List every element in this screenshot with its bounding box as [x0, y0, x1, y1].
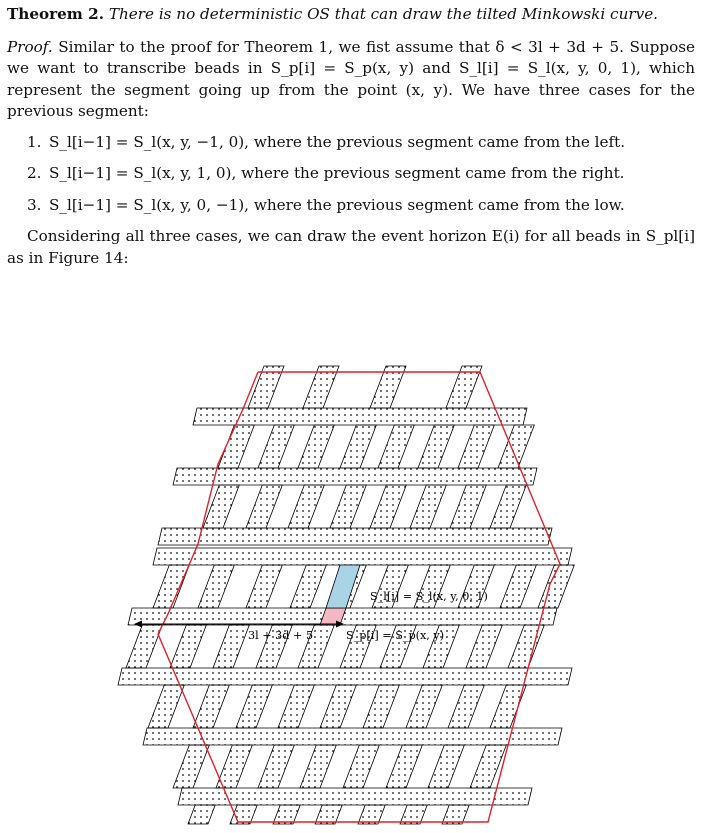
horizontal-band	[118, 668, 572, 685]
width-label: 3l + 3d + 5	[248, 629, 314, 642]
vertical-strip	[300, 745, 336, 788]
case-number: 3.	[27, 195, 42, 214]
case-text: S_l[i−1] = S_l(x, y, 0, −1), where the previous segment came from the low.	[49, 195, 625, 214]
vertical-strip	[315, 805, 342, 824]
vertical-strip	[343, 745, 379, 788]
vertical-strip	[236, 685, 272, 728]
vertical-strip	[258, 425, 294, 468]
vertical-strip	[410, 485, 446, 528]
vertical-strip	[358, 805, 385, 824]
case-item	[27, 195, 695, 217]
proof-label: Proof.	[7, 37, 53, 56]
vertical-strip	[273, 805, 300, 824]
case-number: 1.	[27, 132, 42, 151]
vertical-strip	[428, 745, 464, 788]
vertical-strip	[188, 805, 215, 824]
figure-14	[108, 364, 593, 826]
case-item	[27, 132, 695, 154]
paper-text	[7, 4, 695, 269]
vertical-strip	[320, 685, 356, 728]
vertical-strip	[490, 685, 526, 728]
closing-paragraph: Considering all three cases, we can draw the event horizon E(i) for all beads in S_pl[i] as in Figure 14:	[7, 227, 695, 267]
vertical-strip	[450, 485, 486, 528]
case-item	[27, 163, 695, 185]
vertical-strip	[246, 565, 282, 608]
horizontal-band	[193, 408, 527, 425]
vertical-strip	[213, 625, 249, 668]
vertical-strip	[400, 805, 427, 824]
cases-list	[7, 132, 695, 217]
horizontal-band	[153, 548, 572, 565]
case-text: S_l[i−1] = S_l(x, y, −1, 0), where the previous segment came from the left.	[49, 132, 626, 151]
vertical-strip	[218, 425, 254, 468]
vertical-strip	[370, 485, 406, 528]
event-horizon-diagram	[108, 364, 593, 826]
vertical-strip	[173, 745, 209, 788]
case-text: S_l[i−1] = S_l(x, y, 1, 0), where the previous segment came from the right.	[49, 164, 625, 182]
proof-text: Similar to the proof for Theorem 1, we fist assume that δ < 3l + 3d + 5. Suppose we want to transcribe beads in S_p[i] = S_p(x, y) and S_l[i] = S_l(x, y, 0, 1), which represent the segment going up from the point (x, y). We have three cases for the previous segment:	[7, 37, 696, 120]
vertical-strip	[363, 685, 399, 728]
vertical-strip	[193, 685, 229, 728]
vertical-strip	[458, 425, 494, 468]
vertical-strip	[298, 425, 334, 468]
proof-paragraph	[7, 37, 695, 123]
vertical-strip	[126, 625, 162, 668]
vertical-strip	[290, 565, 326, 608]
vertical-strip	[448, 685, 484, 728]
case-number: 2.	[27, 164, 42, 182]
vertical-strip	[466, 625, 502, 668]
vertical-strip	[203, 485, 239, 528]
vertical-strip	[378, 425, 414, 468]
theorem-2	[7, 4, 695, 26]
vertical-strip	[278, 685, 314, 728]
vertical-strip	[198, 565, 234, 608]
vertical-strip	[442, 805, 469, 824]
vertical-strip	[386, 745, 422, 788]
vertical-strip	[340, 425, 376, 468]
vertical-strip	[288, 485, 324, 528]
theorem-statement: There is no deterministic OS that can draw the tilted Minkowski curve.	[108, 5, 659, 23]
vertical-strip	[406, 685, 442, 728]
vertical-strip	[330, 485, 366, 528]
vertical-strip	[508, 625, 544, 668]
horizontal-band	[158, 528, 552, 545]
vertical-strip	[500, 565, 536, 608]
theorem-label: Theorem 2.	[7, 5, 105, 23]
vertical-strip	[418, 425, 454, 468]
horizontal-band	[173, 468, 537, 485]
horizontal-band	[178, 788, 532, 805]
up-segment-label: S_l[i] = S_l(x, y, 0, 1)	[370, 590, 488, 603]
vertical-strip	[490, 485, 526, 528]
vertical-strip	[470, 745, 506, 788]
vertical-strip	[148, 685, 184, 728]
vertical-strip	[246, 485, 282, 528]
horizontal-band	[143, 728, 562, 745]
point-segment-label: S_p[i] = S_p(x, y)	[346, 629, 445, 642]
vertical-strip	[170, 625, 206, 668]
vertical-strip	[153, 565, 189, 608]
vertical-strip	[498, 425, 534, 468]
vertical-strip	[258, 745, 294, 788]
